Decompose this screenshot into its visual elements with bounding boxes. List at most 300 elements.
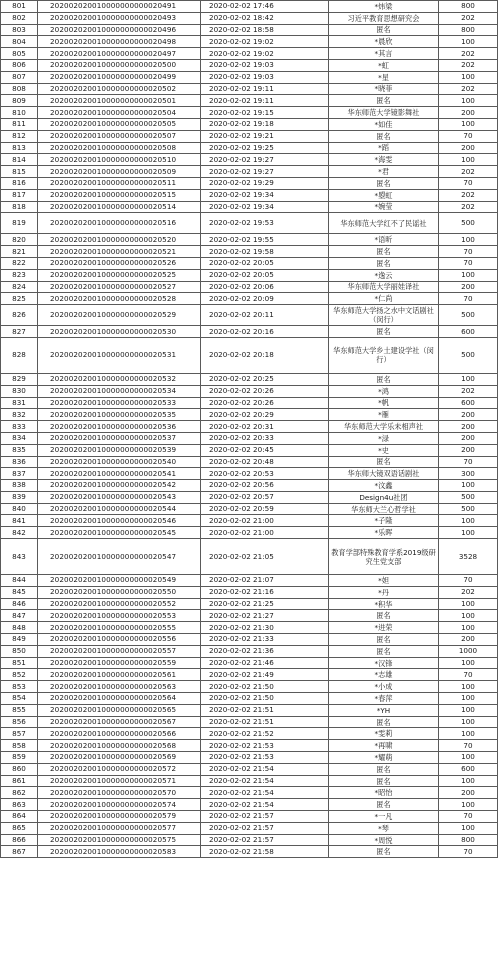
row-number: 822 — [1, 257, 38, 269]
row-number: 827 — [1, 326, 38, 338]
transaction-code: 202002020010000000000020521 — [38, 246, 201, 258]
row-number: 821 — [1, 246, 38, 258]
row-number: 823 — [1, 269, 38, 281]
donation-amount: 100 — [439, 527, 498, 539]
donation-amount: 200 — [439, 787, 498, 799]
donation-time: 2020-02-02 21:05 — [201, 539, 329, 575]
transaction-code: 202002020010000000000020568 — [38, 740, 201, 752]
row-number: 849 — [1, 634, 38, 646]
row-number: 864 — [1, 811, 38, 823]
donation-amount: 70 — [439, 740, 498, 752]
table-row — [1, 154, 498, 166]
donation-amount: 100 — [439, 234, 498, 246]
donor-name: *虹 — [329, 59, 439, 71]
donation-amount: 100 — [439, 95, 498, 107]
table-row — [1, 822, 498, 834]
table-row — [1, 740, 498, 752]
donation-time: 2020-02-02 19:11 — [201, 95, 329, 107]
donation-time: 2020-02-02 21:51 — [201, 716, 329, 728]
table-row — [1, 36, 498, 48]
donation-time: 2020-02-02 21:33 — [201, 634, 329, 646]
row-number: 853 — [1, 681, 38, 693]
transaction-code: 202002020010000000000020547 — [38, 539, 201, 575]
row-number: 801 — [1, 1, 38, 13]
transaction-code: 202002020010000000000020550 — [38, 586, 201, 598]
row-number: 858 — [1, 740, 38, 752]
table-row — [1, 811, 498, 823]
transaction-code: 202002020010000000000020565 — [38, 704, 201, 716]
donation-amount: 200 — [439, 634, 498, 646]
donation-time: 2020-02-02 20:59 — [201, 503, 329, 515]
table-row — [1, 1, 498, 13]
donor-name: *其言 — [329, 48, 439, 60]
donation-time: 2020-02-02 19:18 — [201, 118, 329, 130]
transaction-code: 202002020010000000000020504 — [38, 107, 201, 119]
transaction-code: 202002020010000000000020526 — [38, 257, 201, 269]
donation-amount: 100 — [439, 728, 498, 740]
row-number: 854 — [1, 693, 38, 705]
table-row — [1, 166, 498, 178]
donor-name: *积华 — [329, 598, 439, 610]
donation-amount: 202 — [439, 201, 498, 213]
donation-time: 2020-02-02 21:51 — [201, 704, 329, 716]
donation-amount: 500 — [439, 213, 498, 234]
row-number: 804 — [1, 36, 38, 48]
row-number: 811 — [1, 118, 38, 130]
donor-name: *丹 — [329, 586, 439, 598]
transaction-code: 202002020010000000000020530 — [38, 326, 201, 338]
transaction-code: 202002020010000000000020572 — [38, 763, 201, 775]
table-row — [1, 787, 498, 799]
donation-time: 2020-02-02 21:53 — [201, 740, 329, 752]
transaction-code: 202002020010000000000020540 — [38, 456, 201, 468]
donation-time: 2020-02-02 21:25 — [201, 598, 329, 610]
row-number: 834 — [1, 432, 38, 444]
donor-name: 匿名 — [329, 634, 439, 646]
donor-name: *鸿 — [329, 385, 439, 397]
table-row — [1, 107, 498, 119]
donation-time: 2020-02-02 20:05 — [201, 269, 329, 281]
transaction-code: 202002020010000000000020574 — [38, 799, 201, 811]
donor-name: 匿名 — [329, 257, 439, 269]
transaction-code: 202002020010000000000020528 — [38, 293, 201, 305]
transaction-code: 202002020010000000000020544 — [38, 503, 201, 515]
row-number: 856 — [1, 716, 38, 728]
donation-time: 2020-02-02 20:56 — [201, 480, 329, 492]
table-row — [1, 269, 498, 281]
donation-amount: 100 — [439, 693, 498, 705]
donor-name: 华东师范大学镜影舞社 — [329, 107, 439, 119]
donor-name: *周悦 — [329, 834, 439, 846]
transaction-code: 202002020010000000000020563 — [38, 681, 201, 693]
row-number: 813 — [1, 142, 38, 154]
table-row — [1, 142, 498, 154]
row-number: 824 — [1, 281, 38, 293]
transaction-code: 202002020010000000000020583 — [38, 846, 201, 858]
row-number: 833 — [1, 421, 38, 433]
donor-name: 匿名 — [329, 456, 439, 468]
donor-name: *春萍 — [329, 693, 439, 705]
transaction-code: 202002020010000000000020525 — [38, 269, 201, 281]
donation-amount: 600 — [439, 763, 498, 775]
donation-amount: 100 — [439, 752, 498, 764]
donation-time: 2020-02-02 20:05 — [201, 257, 329, 269]
donation-amount: 100 — [439, 598, 498, 610]
transaction-code: 202002020010000000000020510 — [38, 154, 201, 166]
table-row — [1, 444, 498, 456]
row-number: 828 — [1, 337, 38, 373]
row-number: 843 — [1, 539, 38, 575]
transaction-code: 202002020010000000000020549 — [38, 575, 201, 587]
transaction-code: 202002020010000000000020491 — [38, 1, 201, 13]
transaction-code: 202002020010000000000020545 — [38, 527, 201, 539]
donation-time: 2020-02-02 21:54 — [201, 763, 329, 775]
donation-time: 2020-02-02 21:57 — [201, 822, 329, 834]
donation-amount: 70 — [439, 811, 498, 823]
row-number: 852 — [1, 669, 38, 681]
donor-name: *蹈 — [329, 142, 439, 154]
donor-name: *小成 — [329, 681, 439, 693]
transaction-code: 202002020010000000000020498 — [38, 36, 201, 48]
table-row — [1, 234, 498, 246]
table-row — [1, 48, 498, 60]
donation-time: 2020-02-02 21:00 — [201, 515, 329, 527]
donation-time: 2020-02-02 20:31 — [201, 421, 329, 433]
donation-amount: 200 — [439, 444, 498, 456]
donor-name: 匿名 — [329, 610, 439, 622]
donation-amount: 100 — [439, 118, 498, 130]
row-number: 844 — [1, 575, 38, 587]
donation-amount: 70 — [439, 846, 498, 858]
donor-name: 华东师大镜双语话剧社 — [329, 468, 439, 480]
donor-name: *YH — [329, 704, 439, 716]
table-row — [1, 213, 498, 234]
donor-name: 华东师范大学乡土建设学社（闵行） — [329, 337, 439, 373]
donor-name: 匿名 — [329, 326, 439, 338]
donation-time: 2020-02-02 21:16 — [201, 586, 329, 598]
donation-amount: 100 — [439, 373, 498, 385]
transaction-code: 202002020010000000000020579 — [38, 811, 201, 823]
transaction-code: 202002020010000000000020515 — [38, 189, 201, 201]
donation-amount: 300 — [439, 468, 498, 480]
table-row — [1, 409, 498, 421]
donation-amount: 100 — [439, 822, 498, 834]
donor-name: *进荣 — [329, 622, 439, 634]
transaction-code: 202002020010000000000020520 — [38, 234, 201, 246]
donation-amount: 200 — [439, 142, 498, 154]
donation-amount: 100 — [439, 704, 498, 716]
row-number: 809 — [1, 95, 38, 107]
donor-name: Design4u社团 — [329, 491, 439, 503]
transaction-code: 202002020010000000000020553 — [38, 610, 201, 622]
donor-name: 华东师大兰心哲学社 — [329, 503, 439, 515]
donation-time: 2020-02-02 21:50 — [201, 693, 329, 705]
donation-time: 2020-02-02 17:46 — [201, 1, 329, 13]
donation-time: 2020-02-02 20:53 — [201, 468, 329, 480]
row-number: 863 — [1, 799, 38, 811]
row-number: 857 — [1, 728, 38, 740]
donation-time: 2020-02-02 19:03 — [201, 71, 329, 83]
row-number: 861 — [1, 775, 38, 787]
row-number: 818 — [1, 201, 38, 213]
transaction-code: 202002020010000000000020541 — [38, 468, 201, 480]
table-row — [1, 83, 498, 95]
donation-amount: 70 — [439, 669, 498, 681]
donation-amount: 100 — [439, 36, 498, 48]
donation-time: 2020-02-02 19:02 — [201, 36, 329, 48]
table-row — [1, 480, 498, 492]
donation-time: 2020-02-02 20:06 — [201, 281, 329, 293]
donation-amount: 600 — [439, 326, 498, 338]
table-row — [1, 24, 498, 36]
transaction-code: 202002020010000000000020533 — [38, 397, 201, 409]
donation-amount: 100 — [439, 71, 498, 83]
transaction-code: 202002020010000000000020516 — [38, 213, 201, 234]
donor-name: *汶鑫 — [329, 480, 439, 492]
table-row — [1, 293, 498, 305]
transaction-code: 202002020010000000000020493 — [38, 12, 201, 24]
transaction-code: 202002020010000000000020564 — [38, 693, 201, 705]
row-number: 829 — [1, 373, 38, 385]
donation-amount: 800 — [439, 24, 498, 36]
donation-time: 2020-02-02 19:27 — [201, 154, 329, 166]
donation-time: 2020-02-02 19:03 — [201, 59, 329, 71]
donation-time: 2020-02-02 19:34 — [201, 189, 329, 201]
table-row — [1, 201, 498, 213]
donation-time: 2020-02-02 21:50 — [201, 681, 329, 693]
transaction-code: 202002020010000000000020501 — [38, 95, 201, 107]
donation-time: 2020-02-02 20:18 — [201, 337, 329, 373]
donation-amount: 202 — [439, 12, 498, 24]
donor-name: 匿名 — [329, 373, 439, 385]
donor-name: *再啸 — [329, 740, 439, 752]
donor-name: *一凡 — [329, 811, 439, 823]
transaction-code: 202002020010000000000020507 — [38, 130, 201, 142]
row-number: 826 — [1, 305, 38, 326]
table-row — [1, 610, 498, 622]
table-row — [1, 177, 498, 189]
row-number: 837 — [1, 468, 38, 480]
transaction-code: 202002020010000000000020543 — [38, 491, 201, 503]
donor-name: *昭怡 — [329, 787, 439, 799]
donation-amount: 500 — [439, 337, 498, 373]
donor-name: *君 — [329, 166, 439, 178]
donor-name: 匿名 — [329, 716, 439, 728]
donation-time: 2020-02-02 21:57 — [201, 811, 329, 823]
table-row — [1, 669, 498, 681]
donation-time: 2020-02-02 20:33 — [201, 432, 329, 444]
donor-name: *志雄 — [329, 669, 439, 681]
donation-time: 2020-02-02 18:58 — [201, 24, 329, 36]
row-number: 825 — [1, 293, 38, 305]
table-row — [1, 657, 498, 669]
table-row — [1, 681, 498, 693]
row-number: 841 — [1, 515, 38, 527]
donation-time: 2020-02-02 20:48 — [201, 456, 329, 468]
transaction-code: 202002020010000000000020555 — [38, 622, 201, 634]
table-row — [1, 373, 498, 385]
donor-name: 华东师范大学红不了民谣社 — [329, 213, 439, 234]
table-row — [1, 12, 498, 24]
donation-amount: 70 — [439, 177, 498, 189]
donor-name: *乐晖 — [329, 527, 439, 539]
row-number: 850 — [1, 645, 38, 657]
donor-name: 匿名 — [329, 799, 439, 811]
donation-time: 2020-02-02 21:36 — [201, 645, 329, 657]
donation-time: 2020-02-02 19:11 — [201, 83, 329, 95]
table-row — [1, 281, 498, 293]
transaction-code: 202002020010000000000020546 — [38, 515, 201, 527]
row-number: 866 — [1, 834, 38, 846]
donor-name: *炜梁 — [329, 1, 439, 13]
row-number: 805 — [1, 48, 38, 60]
row-number: 846 — [1, 598, 38, 610]
donation-amount: 800 — [439, 834, 498, 846]
row-number: 810 — [1, 107, 38, 119]
donor-name: *晨欣 — [329, 36, 439, 48]
table-row — [1, 704, 498, 716]
donation-amount: 100 — [439, 154, 498, 166]
donor-name: *语昕 — [329, 234, 439, 246]
table-row — [1, 257, 498, 269]
row-number: 820 — [1, 234, 38, 246]
table-row — [1, 305, 498, 326]
transaction-code: 202002020010000000000020536 — [38, 421, 201, 433]
row-number: 812 — [1, 130, 38, 142]
donation-time: 2020-02-02 19:29 — [201, 177, 329, 189]
row-number: 835 — [1, 444, 38, 456]
donation-time: 2020-02-02 20:16 — [201, 326, 329, 338]
donation-amount: 70 — [439, 130, 498, 142]
donation-amount: 100 — [439, 681, 498, 693]
transaction-code: 202002020010000000000020502 — [38, 83, 201, 95]
donor-name: *汉锋 — [329, 657, 439, 669]
transaction-code: 202002020010000000000020534 — [38, 385, 201, 397]
donation-amount: 100 — [439, 716, 498, 728]
transaction-code: 202002020010000000000020535 — [38, 409, 201, 421]
donor-name: 习近平教育思想研究会 — [329, 12, 439, 24]
donor-name: *琴 — [329, 822, 439, 834]
donation-time: 2020-02-02 21:53 — [201, 752, 329, 764]
donation-time: 2020-02-02 20:29 — [201, 409, 329, 421]
donor-name: *雯莉 — [329, 728, 439, 740]
donor-name: *婉莹 — [329, 201, 439, 213]
row-number: 860 — [1, 763, 38, 775]
transaction-code: 202002020010000000000020505 — [38, 118, 201, 130]
table-row — [1, 337, 498, 373]
donation-amount: 202 — [439, 48, 498, 60]
donation-amount: 1000 — [439, 645, 498, 657]
table-row — [1, 59, 498, 71]
transaction-code: 202002020010000000000020537 — [38, 432, 201, 444]
transaction-code: 202002020010000000000020566 — [38, 728, 201, 740]
donation-amount: 202 — [439, 59, 498, 71]
donation-amount: 200 — [439, 409, 498, 421]
donation-time: 2020-02-02 18:42 — [201, 12, 329, 24]
transaction-code: 202002020010000000000020575 — [38, 834, 201, 846]
donation-amount: 100 — [439, 480, 498, 492]
table-row — [1, 491, 498, 503]
donation-time: 2020-02-02 20:25 — [201, 373, 329, 385]
row-number: 867 — [1, 846, 38, 858]
table-row — [1, 397, 498, 409]
donor-name: *耀萌 — [329, 752, 439, 764]
row-number: 836 — [1, 456, 38, 468]
table-row — [1, 326, 498, 338]
donor-name: 匿名 — [329, 246, 439, 258]
table-row — [1, 432, 498, 444]
donor-name: *逸云 — [329, 269, 439, 281]
donation-amount: 202 — [439, 189, 498, 201]
table-row — [1, 539, 498, 575]
donor-name: 教育学部特殊教育学系2019级研究生党支部 — [329, 539, 439, 575]
table-row — [1, 775, 498, 787]
transaction-code: 202002020010000000000020559 — [38, 657, 201, 669]
table-row — [1, 763, 498, 775]
donation-time: 2020-02-02 20:26 — [201, 397, 329, 409]
donation-time: 2020-02-02 19:21 — [201, 130, 329, 142]
transaction-code: 202002020010000000000020531 — [38, 337, 201, 373]
row-number: 851 — [1, 657, 38, 669]
donation-time: 2020-02-02 20:11 — [201, 305, 329, 326]
donation-amount: 202 — [439, 586, 498, 598]
table-row — [1, 598, 498, 610]
transaction-code: 202002020010000000000020567 — [38, 716, 201, 728]
table-row — [1, 246, 498, 258]
donation-time: 2020-02-02 21:54 — [201, 775, 329, 787]
donation-time: 2020-02-02 21:30 — [201, 622, 329, 634]
transaction-code: 202002020010000000000020556 — [38, 634, 201, 646]
donation-time: 2020-02-02 21:07 — [201, 575, 329, 587]
table-row — [1, 527, 498, 539]
table-row — [1, 728, 498, 740]
donor-name: 匿名 — [329, 645, 439, 657]
transaction-code: 202002020010000000000020569 — [38, 752, 201, 764]
table-row — [1, 575, 498, 587]
table-row — [1, 752, 498, 764]
donation-time: 2020-02-02 19:34 — [201, 201, 329, 213]
row-number: 831 — [1, 397, 38, 409]
row-number: 803 — [1, 24, 38, 36]
table-body — [1, 1, 498, 858]
donation-amount: 70 — [439, 293, 498, 305]
row-number: 840 — [1, 503, 38, 515]
donation-time: 2020-02-02 20:09 — [201, 293, 329, 305]
table-row — [1, 71, 498, 83]
transaction-code: 202002020010000000000020508 — [38, 142, 201, 154]
row-number: 807 — [1, 71, 38, 83]
row-number: 832 — [1, 409, 38, 421]
table-row — [1, 95, 498, 107]
table-row — [1, 118, 498, 130]
donation-amount: 70 — [439, 257, 498, 269]
donor-name: *渌 — [329, 432, 439, 444]
donation-amount: 800 — [439, 1, 498, 13]
donation-time: 2020-02-02 19:15 — [201, 107, 329, 119]
donor-name: *史 — [329, 444, 439, 456]
donation-time: 2020-02-02 19:55 — [201, 234, 329, 246]
transaction-code: 202002020010000000000020542 — [38, 480, 201, 492]
row-number: 839 — [1, 491, 38, 503]
row-number: 862 — [1, 787, 38, 799]
donation-amount: 600 — [439, 397, 498, 409]
row-number: 815 — [1, 166, 38, 178]
donation-time: 2020-02-02 20:26 — [201, 385, 329, 397]
donation-amount: 100 — [439, 515, 498, 527]
donation-time: 2020-02-02 21:00 — [201, 527, 329, 539]
donation-time: 2020-02-02 21:49 — [201, 669, 329, 681]
row-number: 855 — [1, 704, 38, 716]
